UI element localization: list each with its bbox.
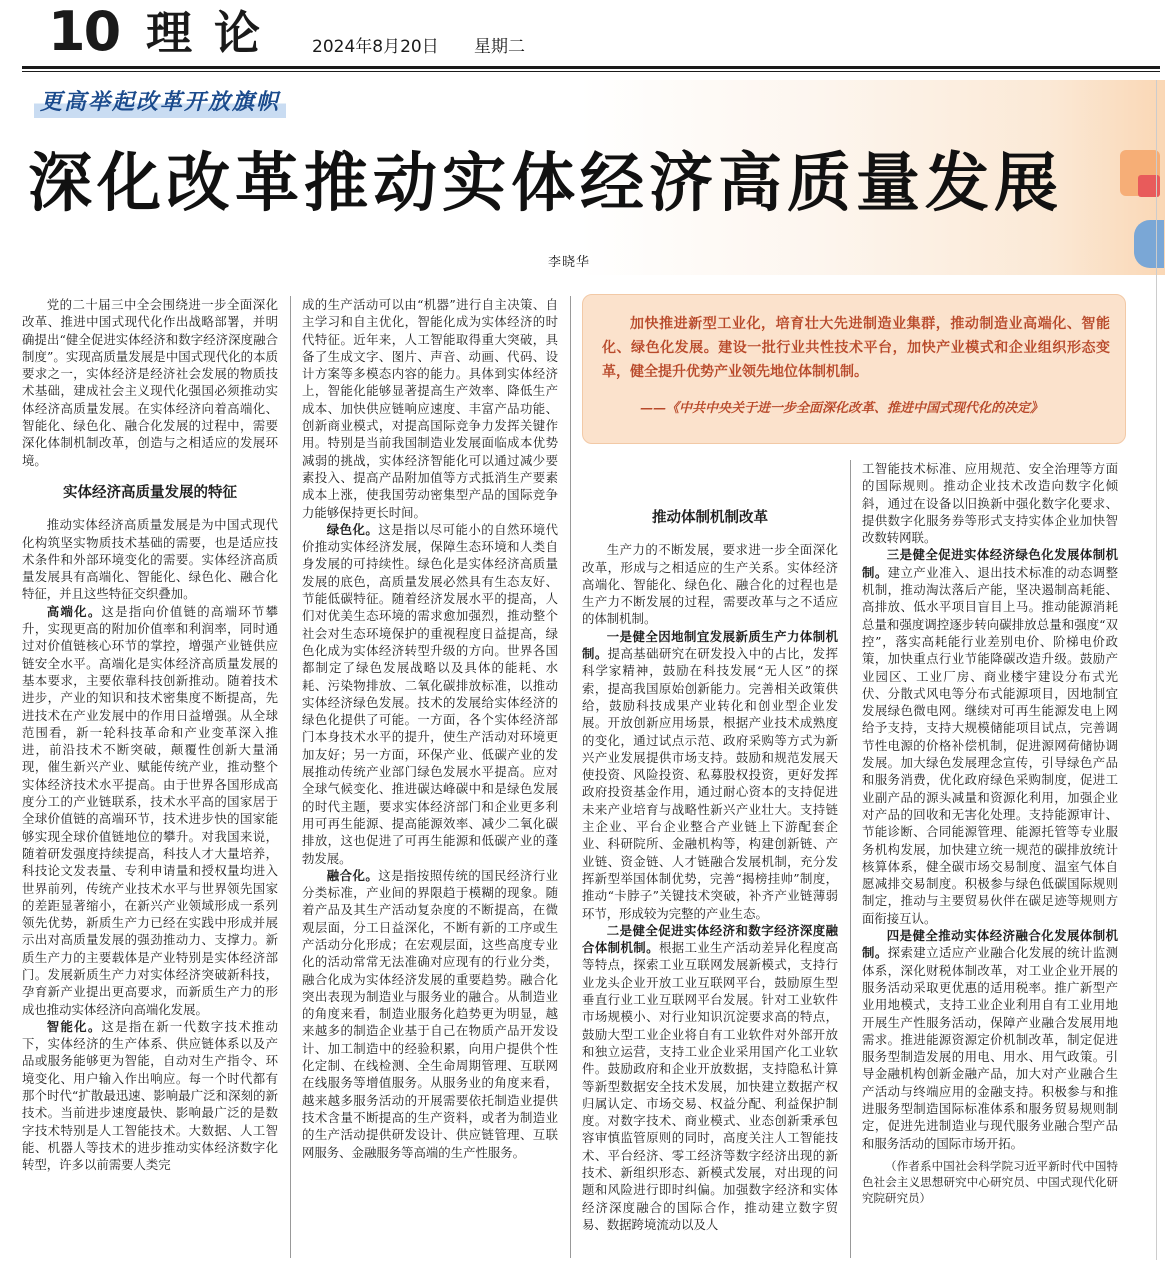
paragraph-body: 这是指在新一代数字技术推动下，实体经济的生产体系、供应链体系以及产品或服务能够更为智能，自动对生产指令、环境变化、用户输入作出响应。每一个时代都有那个时代“扩散最迅速、影响最广泛和深刻的新技术。当前进步速度最快、影响最广泛的是数字技术特别是人工智能技术。大数据、人工智能、机器人等技术的进步推动实体经济数字化转型，许多以前需要人类完: [22, 1018, 278, 1173]
column-kicker: 更高举起改革开放旗帜: [34, 86, 286, 118]
column-divider: [290, 296, 291, 1258]
page-number: 10: [48, 0, 120, 63]
text-column-3: [582, 510, 838, 1233]
column-divider: [850, 460, 851, 1258]
paragraph-lead: 高端化。: [46, 603, 102, 619]
issue-date: 2024年8月20日: [312, 37, 439, 57]
paragraph-body: 这是指向价值链的高端环节攀升，实现更高的附加价值率和利润率，同时通过对价值链核心环节的掌控，增强产业链供应链安全水平。高端化是实体经济高质量发展的基本要求，主要依靠科技创新推动。随着技术进步，产业的知识和技术密集度不断提高，先进技术在产业发展中的作用日益增强。从全球范围看，新一轮科技革命和产业变革深入推进，前沿技术不断突破，颠覆性创新大量涌现，催生新兴产业、赋能传统产业，推动整个实体经济技术水平提高。由于世界各国形成高度分工的产业链联系，技术水平高的国家居于全球价值链的高端环节，技术进步快的国家能够实现全球价值链地位的攀升。对我国来说，随着研发强度持续提高，科技人才大量培养，科技论文发表量、专利申请量和授权量均进入世界前列，传统产业技术水平与世界领先国家的差距显著缩小，在新兴产业领域形成一系列领先优势，新质生产力已经在实践中形成并展示出对高质量发展的强劲推动力、支撑力。新质生产力的主要载体是产业特别是实体经济部门。发展新质生产力对实体经济突破新科技，孕育新产业提出更高要求，而新质生产力的形成也推动实体经济向高端化发展。: [22, 603, 278, 1017]
article-headline: 深化改革推动实体经济高质量发展: [28, 147, 1063, 221]
paragraph: [302, 867, 558, 1161]
page-edge: [1156, 80, 1157, 1260]
paragraph-body: 建立产业准入、退出技术标准的动态调整机制，推动淘汰落后产能，坚决遏制高耗能、高排放、低水平项目盲目上马。推动能源消耗总量和强度调控逐步转向碳排放总量和强度“双控”，落实高耗能行业差别电价、阶梯电价政策，加快重点行业节能降碳改造升级。鼓励产业园区、工业厂房、商业楼宇建设分布式光伏、分散式风电等分布式能源项目，因地制宜发展绿色微电网。继续对可再生能源发电上网给予支持，支持大规模储能项目试点，完善调节性电源的价格补偿机制，促进源网荷储协调发展。加大绿色发展理念宣传，引导绿色产品和服务消费，优化政府绿色采购制度，促进工业副产品的源头减量和资源化利用，加强企业对产品的回收和无害化处理。支持能源审计、节能诊断、合同能源管理、能源托管等专业服务机构发展，加快建立统一规范的碳排放统计核算体系，健全碳市场交易制度、温室气体自愿减排交易制度。积极参与绿色低碳国际规则制定，推动与主要贸易伙伴在碳足迹等规则方面衔接互认。: [862, 564, 1119, 926]
banner-shape-blue: [1134, 220, 1164, 268]
section-title: 理论: [146, 6, 282, 60]
paragraph-lead: 融合化。: [326, 867, 379, 883]
paragraph-lead: 绿色化。: [326, 521, 379, 537]
paragraph: 工智能技术标准、应用规范、安全治理等方面的国际规则。推动企业技术改造向数字化倾斜，通过在设备以旧换新中强化数字化要求、提供数字化服务券等形式支持实体企业加快智改数转网联。: [862, 461, 1118, 546]
paragraph-body: 提高基础研究在研发投入中的占比，发挥科学家精神，鼓励在科技发展“无人区”的探索，提高我国原始创新能力。完善相关政策供给，鼓励科技成果产业转化和创业型企业发展。开放创新应用场景，根据产业技术成熟度的变化，通过试点示范、政府采购等方式为新兴产业发展提供市场支持。鼓励和规范发展天使投资、风险投资、私募股权投资，更好发挥政府投资基金作用，通过耐心资本的支持促进未来产业培育与战略性新兴产业壮大。支持链主企业、平台企业整合产业链上下游配套企业、科研院所、金融机构等，构建创新链、产业链、资金链、人才链融合发展机制，充分发挥新型举国体制优势，完善“揭榜挂帅”制度，推动“卡脖子”关键技术突破，补齐产业链薄弱环节，形成较为完整的产业生态。: [582, 646, 839, 921]
paragraph-body: 这是指以尽可能小的自然环境代价推动实体经济发展，保障生态环境和人类自身发展的可持续性。绿色化是实体经济高质量发展的底色，高质量发展必然具有生态友好、节能低碳特征。随着经济发展水平的提高，人们对优美生态环境的需求愈加强烈，推动整个社会对生态环境保护的重视程度日益提高，绿色化成为实体经济转型升级的方向。世界各国都制定了绿色发展战略以及具体的能耗、水耗、污染物排放、二氧化碳排放标准，以推动实体经济绿色发展。技术的发展给实体经济的绿色化提供了可能。一方面，各个实体经济部门本身技术水平的提升，使生产活动对环境更加友好；另一方面，环保产业、低碳产业的发展推动传统产业部门绿色发展水平提高。应对全球气候变化、推进碳达峰碳中和是绿色发展的时代主题，要求实体经济部门和企业更多利用可再生能源、提高能源效率、减少二氧化碳排放，这也促进了可再生能源和低碳产业的蓬勃发展。: [302, 521, 559, 866]
paragraph: 生产力的不断发展，要求进一步全面深化改革，形成与之相适应的生产关系。实体经济高端化、智能化、绿色化、融合化的过程也是生产力不断发展的过程，需要改革与之不适应的体制机制。: [582, 542, 838, 627]
paragraph: [22, 603, 278, 1018]
paragraph-lead: 智能化。: [46, 1018, 102, 1034]
paragraph: [302, 521, 558, 867]
paragraph: 党的二十届三中全会围绕进一步全面深化改革、推进中国式现代化作出战略部署，并明确提出“健全促进实体经济和数字经济深度融合制度”。实现高质量发展是中国式现代化的本质要求之一，实体经济是经济社会发展的物质技术基础，建成社会主义现代化强国必须推动实体经济高质量发展。在实体经济向着高端化、智能化、绿色化、融合化发展的过程中，需要深化体制机制改革，创造与之相适应的发展环境。: [22, 297, 278, 468]
text-column-2: [302, 296, 558, 1161]
subheading: 实体经济高质量发展的特征: [63, 484, 237, 501]
paragraph: [582, 628, 838, 922]
issue-weekday: 星期二: [474, 37, 525, 57]
paragraph: 成的生产活动可以由“机器”进行自主决策、自主学习和自主优化，智能化成为实体经济的时代特征。近年来，人工智能取得重大突破，具备了生成文字、图片、声音、动画、代码、设计方案等多模态内容的能力。具体到实体经济上，智能化能够显著提高生产效率、降低生产成本、加快供应链响应速度、丰富产品功能、创新商业模式，对提高国际竞争力发挥关键作用。特别是当前我国制造业发展面临成本优势减弱的挑战，实体经济智能化可以通过减少要素投入、提高产品附加值等方式抵消生产要素成本上涨，使我国劳动密集型产品的国际竞争力能够保持更长时间。: [302, 297, 558, 520]
paragraph: [862, 546, 1118, 927]
paragraph: [582, 922, 838, 1233]
paragraph-lead: 三是健全促进实体经济绿色化发展体制机制。: [862, 547, 1118, 580]
article-author: 李晓华: [548, 255, 591, 270]
header-rule-thin: [22, 71, 1160, 72]
text-column-1: [22, 296, 278, 1174]
text-column-4: [862, 460, 1118, 1206]
column-divider: [570, 296, 571, 1258]
pull-quote-text: 加快推进新型工业化，培育壮大先进制造业集群，推动制造业高端化、智能化、绿色化发展。建设一批行业共性技术平台，加快产业模式和企业组织形态变革，健全提升优势产业领先地位体制机制。: [602, 316, 1110, 380]
paragraph-body: 探索建立适应产业融合化发展的统计监测体系，深化财税体制改革，对工业企业开展的服务活动采取更优惠的适用税率。推广新型产业用地模式，支持工业企业利用自有工业用地开展生产性服务活动，保障产业融合发展用地需求。推进能源资源定价机制改革，制定促进服务型制造发展的用电、用水、用气政策。引导金融机构创新金融产品，加大对产业融合生产活动与终端应用的金融支持。积极参与和推进服务型制造国际标准体系和服务贸易规则制定，促进先进制造业与现代服务业融合型产品和服务活动的国际市场开拓。: [862, 945, 1119, 1151]
paragraph-lead: 二是健全促进实体经济和数字经济深度融合体制机制。: [582, 922, 838, 956]
paragraph-lead: 一是健全因地制宜发展新质生产力体制机制。: [582, 628, 838, 662]
paragraph: [862, 927, 1118, 1152]
paragraph-lead: 四是健全推动实体经济融合化发展体制机制。: [862, 928, 1118, 961]
paragraph: 推动实体经济高质量发展是为中国式现代化构筑坚实物质技术基础的需要，也是适应技术条件和外部环境变化的需要。实体经济高质量发展具有高端化、智能化、绿色化、融合化特征，并且这些特征交织叠加。: [22, 517, 278, 602]
paragraph-body: 这是指按照传统的国民经济行业分类标准，产业间的界限趋于模糊的现象。随着产品及其生产活动复杂度的不断提高，在微观层面，分工日益深化，不断有新的工序或生产活动分化形成；在宏观层面，这些高度专业化的活动常常无法准确对应现有的行业分类，融合化成为实体经济发展的重要趋势。融合化突出表现为制造业与服务业的融合。从制造业的角度来看，制造业服务化趋势更为明显，越来越多的制造企业基于自己在物质产品开发设计、加工制造中的经验积累，向用户提供个性化定制、在线检测、全生命周期管理、互联网在线服务等增值服务。从服务业的角度来看，越来越多服务活动的开展需要依托制造业提供技术含量不断提高的生产资料，或者为制造业的生产活动提供研发设计、供应链管理、互联网服务、金融服务等高端的生产性服务。: [302, 867, 559, 1160]
pull-quote-source: ——《中共中央关于进一步全面深化改革、推进中国式现代化的决定》: [640, 401, 1044, 416]
paragraph-body: 根据工业生产活动差异化程度高等特点，探索工业互联网发展新模式，支持行业龙头企业开放工业互联网平台，鼓励原生型垂直行业工业互联网平台发展。针对工业软件市场规模小、对行业知识沉淀要求高的特点，鼓励大型工业企业将自有工业软件对外部开放和独立运营，支持工业企业采用国产化工业软件。鼓励政府和企业开放数据，支持隐私计算等新型数据安全技术发展，加快建立数据产权归属认定、市场交易、权益分配、利益保护制度。对数字技术、商业模式、业态创新秉承包容审慎监管原则的同时，高度关注人工智能技术、平台经济、零工经济等数字经济出现的新技术、新组织形态、新模式发展，对出现的问题和风险进行即时纠偏。加强数字经济和实体经济深度融合的国际合作，推动建立数字贸易、数据跨境流动以及人: [582, 940, 839, 1232]
subheading: 推动体制机制改革: [652, 510, 768, 526]
header-rule: [22, 66, 1160, 69]
author-byline: （作者系中国社会科学院习近平新时代中国特色社会主义思想研究中心研究员、中国式现代化研究院研究员）: [862, 1158, 1118, 1205]
paragraph: [22, 1018, 278, 1174]
